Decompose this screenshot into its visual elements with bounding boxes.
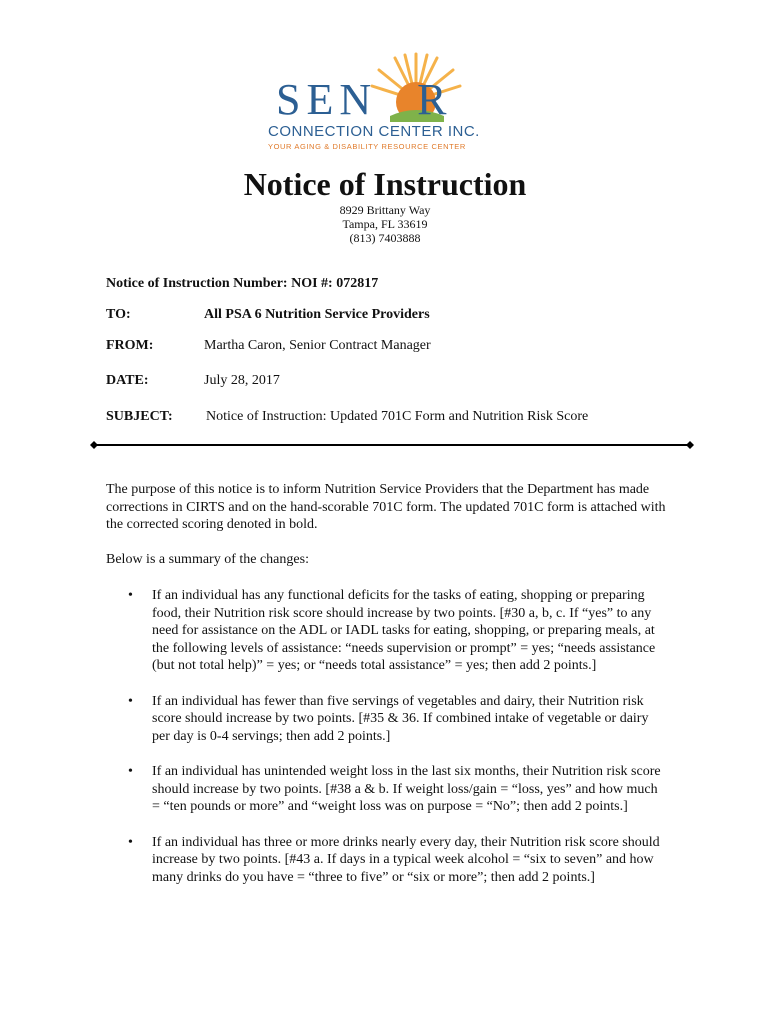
list-item-text: If an individual has unintended weight loss in the last six months, their Nutrition risk score should increase by two points. [#38 a & b. If weight loss/gain = “loss, yes” and how much = “ten pounds or more” and “weight loss was on purpose = “No”; then add 2 points.]: [152, 764, 661, 814]
noi-number: Notice of Instruction Number: NOI #: 072817: [106, 276, 379, 291]
list-item-text: If an individual has fewer than five servings of vegetables and dairy, their Nutrition risk score should increase by two points. [#35 & 36. If combined intake of vegetable or dairy per day is 0-4 servings; then add 2 points.]: [152, 693, 649, 744]
list-item: [106, 834, 666, 887]
from-label: FROM:: [106, 338, 154, 353]
logo-word-right: R: [417, 75, 453, 124]
list-item: [106, 763, 666, 816]
organization-logo: [268, 50, 508, 154]
address-street: 8929 Brittany Way: [339, 203, 431, 217]
list-item: [106, 693, 666, 746]
summary-heading: Below is a summary of the changes:: [106, 552, 309, 567]
intro-paragraph: The purpose of this notice is to inform Nutrition Service Providers that the Department has made corrections in CIRTS and on the hand-scorable 701C form. The updated 701C form is attached with the corrected scoring denoted in bold.: [106, 482, 666, 532]
bullet-icon: •: [128, 834, 133, 850]
logo-company-name: CONNECTION CENTER INC.: [268, 123, 480, 140]
address-block: [0, 203, 770, 245]
address-phone: (813) 7403888: [349, 231, 421, 245]
subject-label: SUBJECT:: [106, 409, 173, 424]
address-city: Tampa, FL 33619: [342, 217, 428, 231]
document-title: Notice of Instruction: [243, 166, 527, 202]
bullet-icon: •: [128, 764, 133, 779]
to-label: TO:: [106, 307, 131, 322]
logo-wordmark: [276, 75, 500, 124]
list-item-text: If an individual has three or more drinks nearly every day, their Nutrition risk score should increase by two points. [#43 a. If days in a typical week alcohol = “six to seven” and how many drinks do you have = “three to five” or “six or more”; then add 2 points.]: [152, 834, 660, 885]
date-value: July 28, 2017: [204, 373, 280, 388]
bullet-icon: •: [128, 588, 133, 603]
list-item: [106, 587, 666, 675]
divider-rule: [90, 441, 694, 449]
bullet-icon: •: [128, 693, 133, 709]
subject-value: Notice of Instruction: Updated 701C Form and Nutrition Risk Score: [206, 409, 589, 424]
logo-tagline: YOUR AGING & DISABILITY RESOURCE CENTER: [268, 142, 466, 151]
to-value: All PSA 6 Nutrition Service Providers: [204, 307, 430, 322]
logo-word-left: SEN: [276, 75, 378, 124]
list-item-text: If an individual has any functional deficits for the tasks of eating, shopping or preparing food, their Nutrition risk score should increase by two points. [#30 a, b, c. If “yes” to any need for assistance on the ADL or IADL tasks for eating, shopping, or preparing meals, at the following levels of assistance: “needs supervision or prompt” = yes; “needs assistance (but not total help)” = yes; or “needs total assistance” = yes; then add 2 points.]: [152, 588, 656, 673]
date-label: DATE:: [106, 373, 149, 388]
changes-list: [106, 587, 666, 904]
from-value: Martha Caron, Senior Contract Manager: [204, 338, 431, 353]
